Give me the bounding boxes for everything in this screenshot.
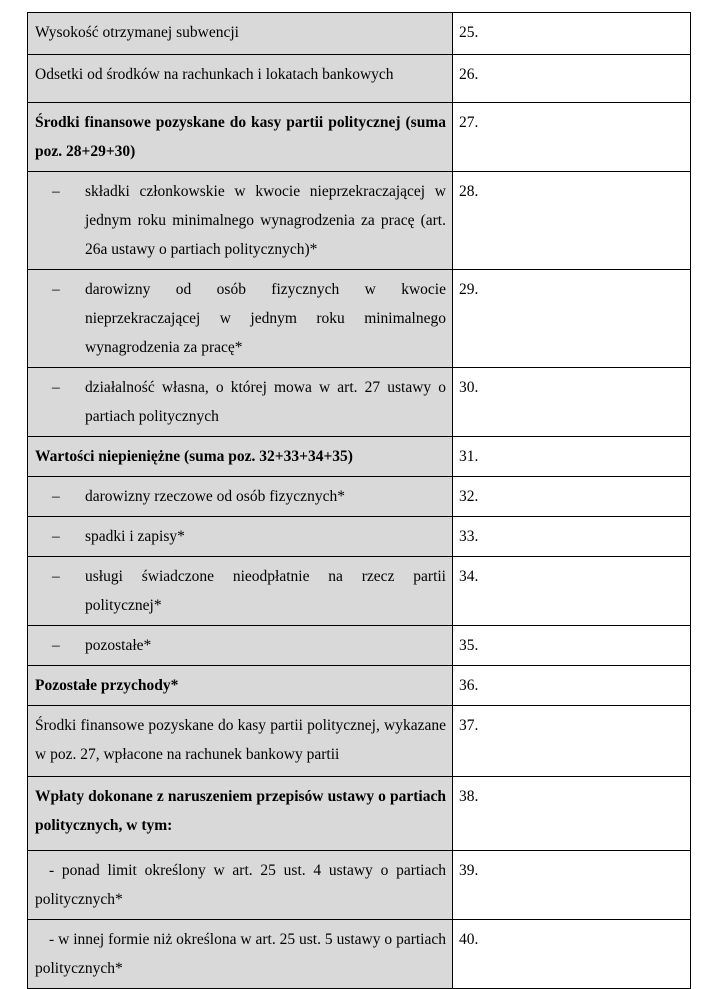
position-number-cell[interactable] (453, 477, 691, 517)
position-number-cell[interactable] (453, 55, 691, 103)
position-number-cell[interactable] (453, 666, 691, 706)
table-row (28, 706, 691, 777)
bullet-dash: – (52, 281, 60, 298)
row-label: Odsetki od środków na rachunkach i lokatach bankowych (35, 66, 394, 83)
row-label: Wartości niepieniężne (suma poz. 32+33+34+35) (35, 448, 353, 465)
position-number-cell[interactable] (453, 172, 691, 270)
position-number: 31. (459, 448, 479, 465)
row-label: składki członkowskie w kwocie nieprzekraczającej w jednym roku minimalnego wynagrodzenia za pracę (art. 26a ustawy o partiach politycznych)* (85, 183, 446, 258)
table-row (28, 666, 691, 706)
table-row (28, 437, 691, 477)
position-number: 39. (459, 862, 479, 879)
position-number-cell[interactable] (453, 368, 691, 437)
position-number-cell[interactable] (453, 920, 691, 989)
position-number: 32. (459, 488, 479, 505)
position-number: 33. (459, 528, 479, 545)
income-form-table (27, 12, 691, 989)
row-label: darowizny od osób fizycznych w kwocie nieprzekraczającej w jednym roku minimalnego wynagrodzenia za pracę* (85, 281, 446, 356)
position-number: 27. (459, 114, 479, 131)
position-number-cell[interactable] (453, 517, 691, 557)
position-number-cell[interactable] (453, 270, 691, 368)
row-label-cell (28, 851, 453, 920)
row-label: Pozostałe przychody* (35, 677, 179, 694)
table-row (28, 368, 691, 437)
position-number-cell[interactable] (453, 706, 691, 777)
row-label-cell (28, 172, 453, 270)
row-label-cell (28, 55, 453, 103)
row-label: Wpłaty dokonane z naruszeniem przepisów ustawy o partiach politycznych, w tym: (35, 788, 446, 834)
row-label-cell (28, 477, 453, 517)
row-label: - ponad limit określony w art. 25 ust. 4 ustawy o partiach politycznych* (35, 862, 446, 908)
position-number: 28. (459, 183, 479, 200)
bullet-dash: – (52, 488, 60, 505)
row-label-cell (28, 368, 453, 437)
position-number-cell[interactable] (453, 13, 691, 55)
row-label: Środki finansowe pozyskane do kasy partii politycznej, wykazane w poz. 27, wpłacone na rachunek bankowy partii (35, 717, 446, 763)
row-label-cell (28, 706, 453, 777)
table-row (28, 172, 691, 270)
position-number: 26. (459, 66, 479, 83)
table-row (28, 103, 691, 172)
table-row (28, 13, 691, 55)
position-number-cell[interactable] (453, 851, 691, 920)
bullet-dash: – (52, 568, 60, 585)
table-row (28, 777, 691, 851)
table-row (28, 270, 691, 368)
position-number-cell[interactable] (453, 103, 691, 172)
row-label: Wysokość otrzymanej subwencji (35, 24, 239, 41)
table-row (28, 557, 691, 626)
bullet-dash: – (52, 637, 60, 654)
row-label: spadki i zapisy* (85, 528, 185, 545)
row-label-cell (28, 103, 453, 172)
position-number: 35. (459, 637, 479, 654)
table-row (28, 851, 691, 920)
row-label-cell (28, 626, 453, 666)
row-label-cell (28, 920, 453, 989)
position-number-cell[interactable] (453, 626, 691, 666)
table-row (28, 920, 691, 989)
bullet-dash: – (52, 183, 60, 200)
row-label-cell (28, 557, 453, 626)
table-row (28, 517, 691, 557)
table-row (28, 477, 691, 517)
row-label: usługi świadczone nieodpłatnie na rzecz partii politycznej* (85, 568, 446, 614)
row-label: Środki finansowe pozyskane do kasy partii politycznej (suma poz. 28+29+30) (35, 114, 446, 160)
position-number: 36. (459, 677, 479, 694)
position-number: 30. (459, 379, 479, 396)
bullet-dash: – (52, 528, 60, 545)
row-label: - w innej formie niż określona w art. 25 ust. 5 ustawy o partiach politycznych* (35, 931, 446, 977)
row-label: działalność własna, o której mowa w art. 27 ustawy o partiach politycznych (85, 379, 446, 425)
row-label-cell (28, 666, 453, 706)
position-number-cell[interactable] (453, 437, 691, 477)
table-row (28, 626, 691, 666)
position-number: 34. (459, 568, 479, 585)
bullet-dash: – (52, 379, 60, 396)
position-number: 29. (459, 281, 479, 298)
row-label-cell (28, 13, 453, 55)
position-number: 40. (459, 931, 479, 948)
position-number-cell[interactable] (453, 557, 691, 626)
position-number-cell[interactable] (453, 777, 691, 851)
row-label: darowizny rzeczowe od osób fizycznych* (85, 488, 345, 505)
row-label-cell (28, 437, 453, 477)
position-number: 37. (459, 717, 479, 734)
table-row (28, 55, 691, 103)
row-label: pozostałe* (85, 637, 152, 654)
row-label-cell (28, 777, 453, 851)
row-label-cell (28, 270, 453, 368)
position-number: 25. (459, 24, 479, 41)
position-number: 38. (459, 788, 479, 805)
row-label-cell (28, 517, 453, 557)
